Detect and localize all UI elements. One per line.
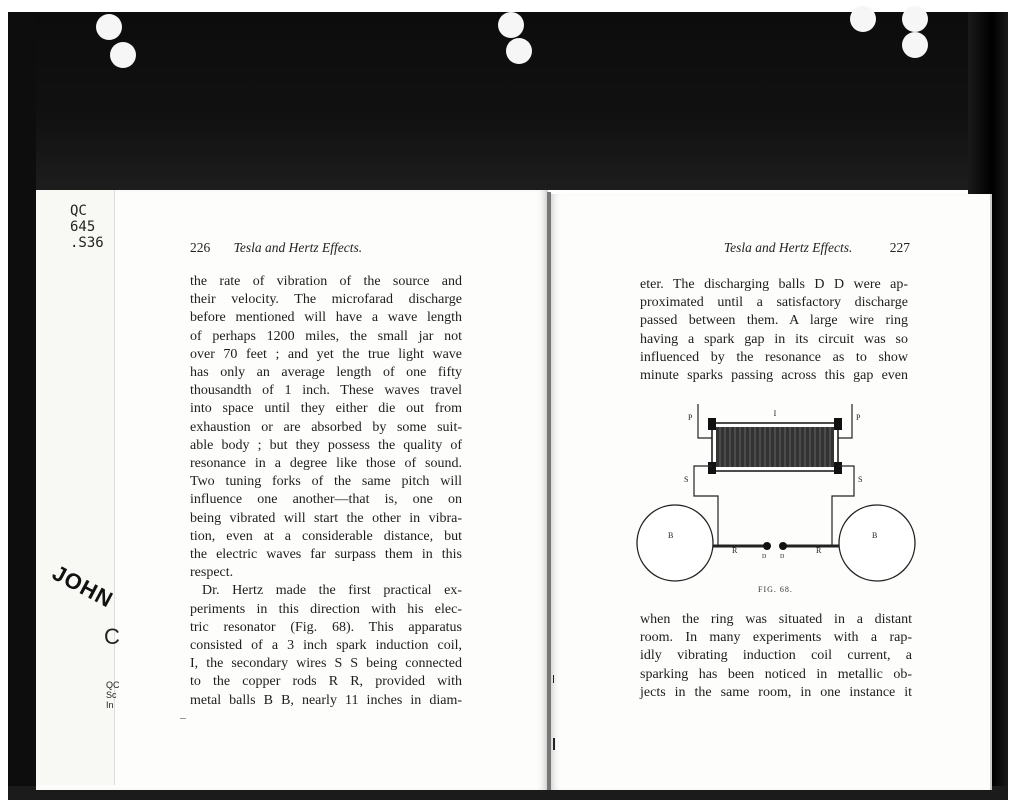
scan-speck bbox=[553, 675, 554, 683]
punch-hole bbox=[110, 42, 136, 68]
stamp-fragment-line: Sc bbox=[106, 690, 117, 700]
s-right-label: S bbox=[858, 475, 863, 484]
b-right-label: B bbox=[872, 531, 878, 540]
text-line: respect. bbox=[190, 565, 234, 581]
coil-assembly bbox=[708, 418, 842, 474]
text-line: influence one another—that is, one on bbox=[190, 492, 462, 508]
s-left-label: S bbox=[684, 475, 689, 484]
right-body-text-bottom bbox=[640, 611, 912, 702]
rods-and-balls bbox=[637, 505, 915, 581]
left-body-text bbox=[190, 273, 462, 710]
text-line: tion, even at a considerable distance, but bbox=[190, 528, 462, 544]
text-line: influenced by the resonance as to show bbox=[640, 349, 908, 365]
discharge-ball-left bbox=[763, 542, 771, 550]
text-line: has only an average length of one fifty bbox=[190, 365, 462, 381]
page-edge bbox=[990, 194, 992, 790]
right-body-text-top bbox=[640, 276, 908, 385]
text-line: idly vibrating induction coil current, a bbox=[640, 648, 912, 664]
stamp-fragment-line: QC bbox=[106, 680, 120, 690]
sphere-b-right bbox=[839, 505, 915, 581]
text-line: sparking has been noticed in metallic ob- bbox=[640, 666, 912, 682]
left-page-number: 226 bbox=[190, 240, 211, 255]
p-left-label: P bbox=[688, 413, 693, 422]
text-line: of perhaps 1200 miles, the small jar not bbox=[190, 328, 462, 344]
scanner-top-shadow bbox=[8, 12, 1008, 190]
punch-hole bbox=[96, 14, 122, 40]
scanner-left-edge bbox=[8, 12, 36, 798]
stamp-fragment-lines bbox=[106, 680, 120, 710]
text-line: minute sparks passing across this gap even bbox=[640, 368, 908, 384]
r-left-label: R bbox=[732, 546, 738, 555]
p-right-label: P bbox=[856, 413, 861, 422]
text-line: eter. The discharging balls D D were ap- bbox=[640, 277, 908, 292]
text-line: being vibrated will start the other in vibra- bbox=[190, 510, 462, 526]
punch-hole bbox=[902, 6, 928, 32]
text-line: resonance in a degree like those of sound. bbox=[190, 456, 462, 472]
text-line: to the copper rods R R, provided with bbox=[190, 674, 462, 690]
scan-speck bbox=[180, 718, 186, 719]
text-line: the electric waves far surpass them in this bbox=[190, 547, 462, 563]
sphere-b-left bbox=[637, 505, 713, 581]
text-line: the rate of vibration of the source and bbox=[190, 274, 462, 289]
text-line: before mentioned will have a wave length bbox=[190, 310, 462, 326]
text-line: their velocity. The microfarad discharge bbox=[190, 292, 462, 308]
call-number-line: QC bbox=[70, 203, 87, 219]
text-line: Dr. Hertz made the first practical ex- bbox=[202, 583, 462, 599]
stamp-fragment-line: In bbox=[106, 700, 114, 710]
text-line: tric resonator (Fig. 68). This apparatus bbox=[190, 619, 462, 635]
d-left-label: D bbox=[762, 554, 767, 560]
hertz-resonator-figure bbox=[630, 398, 920, 598]
text-line: room. In many experiments with a rap- bbox=[640, 630, 912, 646]
text-line: passed between them. A large wire ring bbox=[640, 313, 908, 329]
r-right-label: R bbox=[816, 546, 822, 555]
d-right-label: D bbox=[780, 554, 785, 560]
text-line: having a spark gap in its circuit was so bbox=[640, 331, 908, 347]
figure-caption: FIG. 68. bbox=[758, 585, 793, 594]
right-page-number: 227 bbox=[889, 240, 910, 255]
text-line: exhaustion or are absorbed by some suit- bbox=[190, 419, 462, 435]
text-line: I, the secondary wires S S being connected bbox=[190, 656, 462, 672]
left-running-title: Tesla and Hertz Effects. bbox=[233, 240, 363, 255]
right-running-head bbox=[670, 240, 910, 256]
call-number bbox=[70, 203, 104, 251]
punch-hole bbox=[498, 12, 524, 38]
call-number-line: .S36 bbox=[70, 235, 104, 251]
text-line: when the ring was situated in a distant bbox=[640, 612, 912, 627]
text-line: periments in this direction with his elec- bbox=[190, 601, 462, 617]
call-number-line: 645 bbox=[70, 219, 96, 235]
punch-hole bbox=[850, 6, 876, 32]
text-line: thousandth of 1 inch. These waves travel bbox=[190, 383, 462, 399]
text-line: consisted of a 3 inch spark induction coil, bbox=[190, 638, 462, 654]
text-line: Two tuning forks of the same pitch will bbox=[190, 474, 462, 490]
discharge-ball-right bbox=[779, 542, 787, 550]
punch-hole bbox=[506, 38, 532, 64]
punch-hole bbox=[902, 32, 928, 58]
secondary-wires bbox=[694, 466, 854, 546]
left-running-head bbox=[190, 240, 450, 256]
coil-label: I bbox=[773, 409, 777, 418]
text-line: metal balls B B, nearly 11 inches in diam- bbox=[190, 692, 462, 708]
b-left-label: B bbox=[668, 531, 674, 540]
text-line: over 70 feet ; and yet the true light wave bbox=[190, 346, 462, 362]
right-running-title: Tesla and Hertz Effects. bbox=[723, 240, 853, 255]
text-line: proximated until a satisfactory discharge bbox=[640, 295, 908, 311]
text-line: jects in the same room, in one instance it bbox=[640, 684, 912, 700]
text-line: able body ; but they possess the quality of bbox=[190, 437, 462, 453]
text-line: into space until they either die out from bbox=[190, 401, 462, 417]
stamp-name: JOHN bbox=[48, 560, 118, 613]
scan-speck bbox=[553, 738, 555, 750]
stamp-fragment: C bbox=[104, 624, 120, 649]
library-label-strip bbox=[36, 190, 115, 785]
book-gutter bbox=[547, 192, 551, 790]
